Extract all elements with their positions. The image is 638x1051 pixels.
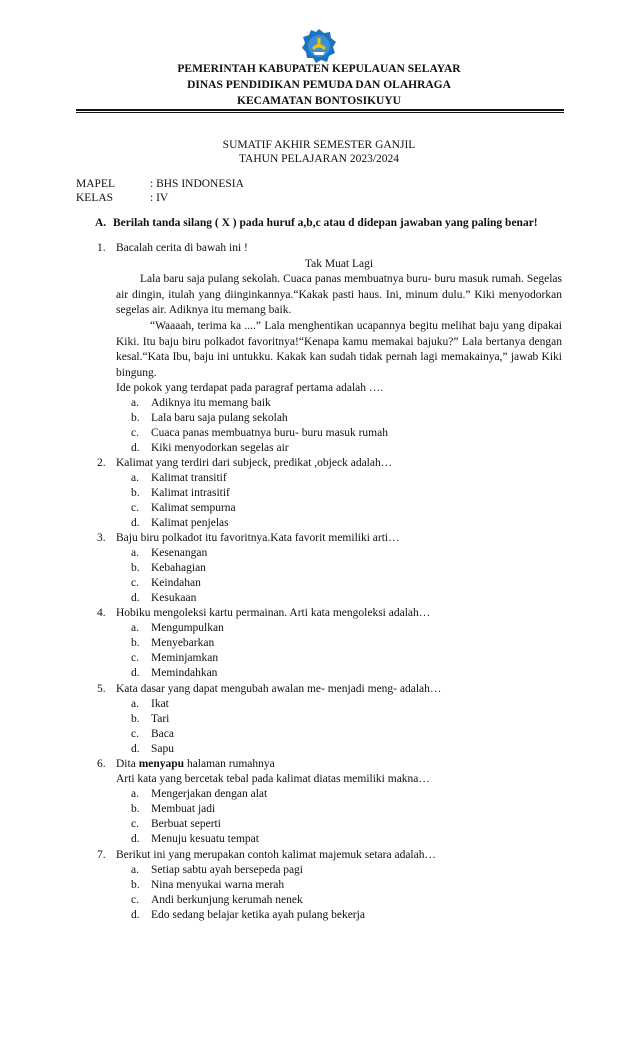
question-6-text: Arti kata yang bercetak tebal pada kalimat diatas memiliki makna… [116,773,430,785]
question-3-number: 3. [97,532,106,544]
question-1-text: Ide pokok yang terdapat pada paragraf pertama adalah …. [116,382,384,394]
question-5-text: Kata dasar yang dapat mengubah awalan me- menjadi meng- adalah… [116,683,442,695]
meta-subject-value: : BHS INDONESIA [150,178,244,190]
exam-title: SUMATIF AKHIR SEMESTER GANJIL [222,139,416,151]
story-paragraph-2: “Waaaah, terima ka ....” Lala menghentikan ucapannya begitu melihat baju yang dipakai Kiki. Itu baju biru polkadot favoritnya!“Kenapa kamu memakai bajuku?” Lala bertanya dengan kesal.“Kata Ibu, baju ini untukku. Kakak kan sudah tidak pernah lagi memakainya,” jawab Kiki bingung. [116,320,562,379]
header-divider-thick [76,109,564,111]
story-paragraph-1: Lala baru saja pulang sekolah. Cuaca panas membuatnya buru- buru masuk rumah. Segelas air dingin, itulah yang diinginkannya.“Kakak pasti haus. Ini, minum dulu.” Kiki menyodorkan segelas air. Adiknya itu memang baik. [116,273,562,316]
question-7-number: 7. [97,849,106,861]
header-government: PEMERINTAH KABUPATEN KEPULAUAN SELAYAR [177,63,461,75]
question-4-text: Hobiku mengoleksi kartu permainan. Arti kata mengoleksi adalah… [116,607,431,619]
section-label: A. [95,217,107,229]
header-divider-thin [76,112,564,113]
meta-class-label: KELAS [76,192,114,204]
question-3-text: Baju biru polkadot itu favoritnya.Kata favorit memiliki arti… [116,532,400,544]
exam-year: TAHUN PELAJARAN 2023/2024 [238,153,400,165]
question-2-text: Kalimat yang terdiri dari subjeck, predikat ,objeck adalah… [116,457,393,469]
question-2-number: 2. [97,457,106,469]
meta-class-value: : IV [150,192,169,204]
story-intro: Bacalah cerita di bawah ini ! [116,242,248,254]
header-department: DINAS PENDIDIKAN PEMUDA DAN OLAHRAGA [187,79,451,91]
question-5-number: 5. [97,683,106,695]
question-1-number: 1. [97,242,106,254]
story-title: Tak Muat Lagi [304,258,374,270]
tut-wuri-handayani-emblem-icon [301,28,337,64]
question-6-number: 6. [97,758,106,770]
header-district: KECAMATAN BONTOSIKUYU [237,95,401,107]
section-instruction-text: Berilah tanda silang ( X ) pada huruf a,b,c atau d didepan jawaban yang paling benar! [113,217,538,229]
question-6-bold-word: menyapu [138,758,185,770]
section-instruction [95,216,538,230]
question-7-text: Berikut ini yang merupakan contoh kalimat majemuk setara adalah… [116,849,436,861]
question-6-sentence: Dita menyapu halaman rumahnya [116,758,275,770]
meta-subject-label: MAPEL [76,178,115,190]
question-4-number: 4. [97,607,106,619]
exam-page: PEMERINTAH KABUPATEN KEPULAUAN SELAYAR DINAS PENDIDIKAN PEMUDA DAN OLAHRAGA KECAMATAN BONTOSIKUYU SUMATIF AKHIR SEMESTER GANJIL TAHUN PELAJARAN 2023/2024 MAPEL : BHS INDONESIA KELAS : IV A. Berilah tanda silang ( X ) pada huruf a,b,c atau d didepan jawaban yang paling benar! 1. Bacalah cerita di bawah ini ! Tak Muat Lagi Lala baru saja pulang sekolah. Cuaca panas membuatnya buru- buru masuk rumah. Segelas air dingin, itulah yang diinginkannya.“Kakak pasti haus. Ini, minum dulu.” Kiki menyodorkan segelas air. Adiknya itu memang baik. “Waaaah, terima ka ....” Lala menghentikan ucapannya begitu melihat baju yang dipakai Kiki. Itu baju biru polkadot favoritnya!“Kenapa kamu memakai bajuku?” Lala bertanya dengan kesal.“Kata Ibu, baju ini untukku. Kakak kan sudah tidak pernah lagi memakainya,” jawab Kiki bingung. Ide pokok yang terdapat pada paragraf pertama adalah …. a. Adiknya itu memang baik b. Lala baru saja pulang sekolah c. Cuaca panas membuatnya buru- buru masuk rumah d. Kiki menyodorkan segelas air 2. Kalimat yang terdiri dari subjeck, predikat ,objeck adalah… a. Kalimat transitif b. Kalimat intrasitif c. Kalimat sempurna d. Kalimat penjelas 3. Baju biru polkadot itu favoritnya.Kata favorit memiliki arti… a. Kesenangan b. Kebahagian c. Keindahan d. Kesukaan 4. Hobiku mengoleksi kartu permainan. Arti kata mengoleksi adalah… a. Mengumpulkan b. Menyebarkan c. Meminjamkan d. Memindahkan 5. Kata dasar yang dapat mengubah awalan me- menjadi meng- adalah… a. Ikat b. Tari c. Baca d. Sapu 6. Dita menyapu halaman rumahnya Arti kata yang bercetak tebal pada kalimat diatas memiliki makna… a. Mengerjakan dengan alat b. Membuat jadi c. Berbuat seperti d. Menuju kesuatu tempat 7. Berikut ini yang merupakan contoh kalimat majemuk setara adalah… a. Setiap sabtu ayah bersepeda pagi b. Nina menyukai warna merah c. Andi berkunjung kerumah nenek d. Edo sedang belajar ketika ayah pulang bekerja [0,0,638,1051]
